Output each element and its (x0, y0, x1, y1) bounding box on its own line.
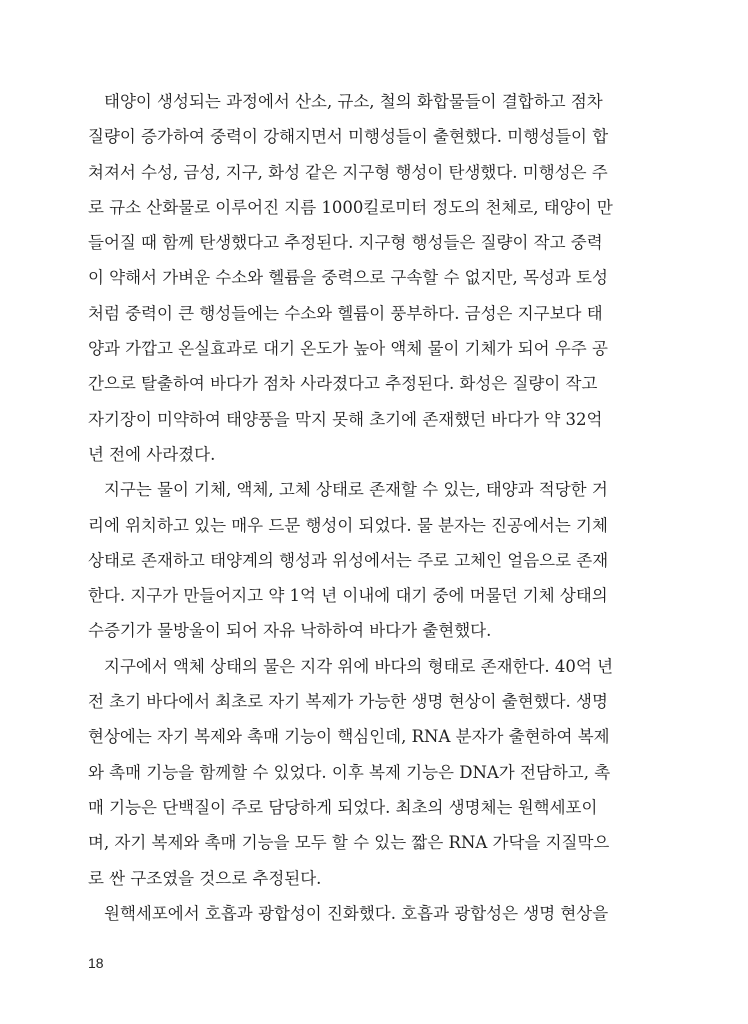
paragraph-line: 태양이 생성되는 과정에서 산소, 규소, 철의 화합물들이 결합하고 점차 (104, 92, 603, 111)
paragraph-line: 자기장이 미약하여 태양풍을 막지 못해 초기에 존재했던 바다가 약 32억 (88, 409, 603, 429)
paragraph-line: 상태로 존재하고 태양계의 행성과 위성에서는 주로 고체인 얼음으로 존재 (88, 550, 609, 570)
paragraph-line: 들어질 때 함께 탄생했다고 추정된다. 지구형 행성들은 질량이 작고 중력 (88, 233, 603, 253)
paragraph-line: 전 초기 바다에서 최초로 자기 복제가 가능한 생명 현상이 출현했다. 생명 (88, 692, 608, 712)
paragraph-line: 로 싼 구조였을 것으로 추정된다. (88, 868, 322, 888)
paragraph-line: 처럼 중력이 큰 행성들에는 수소와 헬륨이 풍부하다. 금성은 지구보다 태 (88, 303, 603, 323)
paragraph-line: 년 전에 사라졌다. (88, 444, 216, 464)
paragraph-line: 쳐져서 수성, 금성, 지구, 화성 같은 지구형 행성이 탄생했다. 미행성은 주 (88, 162, 608, 182)
paragraph-line: 현상에는 자기 복제와 촉매 기능이 핵심인데, RNA 분자가 출현하여 복제 (88, 727, 610, 747)
paragraph-line: 로 규소 산화물로 이루어진 지름 1000킬로미터 정도의 천체로, 태양이 만 (88, 197, 613, 217)
paragraph-line: 간으로 탈출하여 바다가 점차 사라졌다고 추정된다. 화성은 질량이 작고 (88, 374, 598, 394)
paragraph-line: 리에 위치하고 있는 매우 드문 행성이 되었다. 물 분자는 진공에서는 기체 (88, 515, 608, 535)
paragraph-line: 질량이 증가하여 중력이 강해지면서 미행성들이 출현했다. 미행성들이 합 (88, 127, 609, 147)
paragraph-line: 와 촉매 기능을 함께할 수 있었다. 이후 복제 기능은 DNA가 전담하고, 촉 (88, 762, 611, 782)
paragraph-line: 며, 자기 복제와 촉매 기능을 모두 할 수 있는 짧은 RNA 가닥을 지질막으 (88, 833, 610, 853)
paragraph-line: 양과 가깝고 온실효과로 대기 온도가 높아 액체 물이 기체가 되어 우주 공 (88, 339, 608, 359)
paragraph-line: 이 약해서 가벼운 수소와 헬륨을 중력으로 구속할 수 없지만, 목성과 토성 (88, 268, 608, 288)
paragraph-line: 수증기가 물방울이 되어 자유 낙하하여 바다가 출현했다. (88, 621, 492, 641)
paragraph-line: 한다. 지구가 만들어지고 약 1억 년 이내에 대기 중에 머물던 기체 상태의 (88, 586, 608, 606)
paragraph-line: 지구에서 액체 상태의 물은 지각 위에 바다의 형태로 존재한다. 40억 년 (104, 656, 614, 676)
page-body (88, 88, 614, 935)
page-number: 18 (88, 955, 104, 971)
paragraph-line: 지구는 물이 기체, 액체, 고체 상태로 존재할 수 있는, 태양과 적당한 거 (104, 480, 608, 500)
paragraph-line: 원핵세포에서 호흡과 광합성이 진화했다. 호흡과 광합성은 생명 현상을 (104, 903, 609, 923)
paragraph-line: 매 기능은 단백질이 주로 담당하게 되었다. 최초의 생명체는 원핵세포이 (88, 797, 598, 817)
